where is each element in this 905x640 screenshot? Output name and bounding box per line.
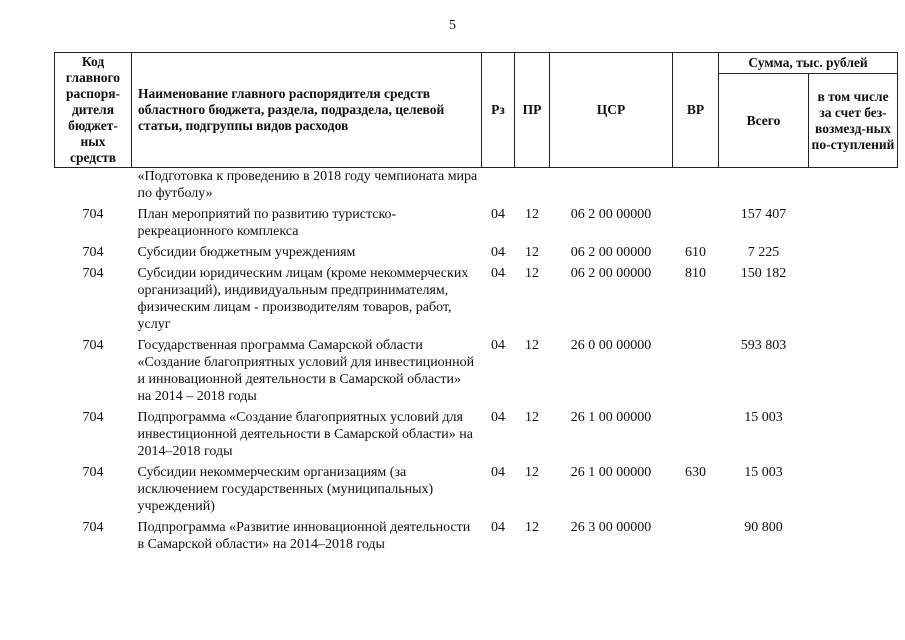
budget-table xyxy=(54,52,898,553)
table-header xyxy=(55,53,898,168)
page-number: 5 xyxy=(449,18,456,33)
cell-code: 704 xyxy=(82,410,104,425)
cell-total: 15 003 xyxy=(744,465,783,480)
cell-rz: 04 xyxy=(491,207,505,222)
cell-pr: 12 xyxy=(525,266,539,281)
header-incl: в том числе за счет без-возмезд-ных по-ступлений xyxy=(809,74,898,168)
cell-total: 7 225 xyxy=(747,245,780,260)
cell-vr xyxy=(673,337,719,409)
cell-rz: 04 xyxy=(491,465,505,480)
cell-incl xyxy=(809,519,898,553)
cell-name: План мероприятий по развитию туристско-рекреационного комплекса xyxy=(137,207,397,239)
header-sum: Сумма, тыс. рублей xyxy=(719,53,898,74)
cell-pr: 12 xyxy=(525,410,539,425)
header-code: Код главного распоря-дителя бюджет-ных средств xyxy=(55,53,132,168)
cell-pr: 12 xyxy=(525,520,539,535)
cell-incl xyxy=(809,206,898,244)
cell-total: 15 003 xyxy=(744,410,783,425)
table-row xyxy=(55,519,898,553)
cell-csr: 26 1 00 00000 xyxy=(570,410,652,425)
cell-pr: 12 xyxy=(525,465,539,480)
cell-total: 157 407 xyxy=(740,207,787,222)
cell-name: Подпрограмма «Развитие инновационной деятельности в Самарской области» на 2014–2018 годы xyxy=(137,520,471,552)
cell-csr: 26 1 00 00000 xyxy=(570,465,652,480)
header-total: Всего xyxy=(719,74,809,168)
cell-rz: 04 xyxy=(491,520,505,535)
header-rz: Рз xyxy=(482,53,515,168)
cell-rz: 04 xyxy=(491,410,505,425)
cell-name: Подпрограмма «Создание благоприятных условий для инвестиционной деятельности в Самарской области» на 2014–2018 годы xyxy=(137,410,473,459)
cell-rz xyxy=(482,168,515,207)
cell-vr xyxy=(673,519,719,553)
cell-csr: 26 3 00 00000 xyxy=(570,520,652,535)
cell-csr: 06 2 00 00000 xyxy=(570,245,652,260)
cell-code: 704 xyxy=(82,245,104,260)
cell-name: Государственная программа Самарской области «Создание благоприятных условий для инвестиционной и инновационной деятельности в Самарской области» на 2014 – 2018 годы xyxy=(137,338,475,404)
header-csr: ЦСР xyxy=(550,53,673,168)
cell-code: 704 xyxy=(82,465,104,480)
cell-code: 704 xyxy=(82,207,104,222)
cell-incl xyxy=(809,244,898,265)
cell-name: Субсидии юридическим лицам (кроме некоммерческих организаций), индивидуальным предпринимателям, физическим лицам - производителям товаров, работ, услуг xyxy=(137,266,469,332)
table-row xyxy=(55,265,898,337)
cell-total: 90 800 xyxy=(744,520,783,535)
header-pr: ПР xyxy=(515,53,550,168)
table-row xyxy=(55,409,898,464)
table-body xyxy=(55,168,898,554)
cell-vr: 810 xyxy=(685,266,706,281)
cell-code: 704 xyxy=(82,520,104,535)
cell-name: Субсидии некоммерческим организациям (за исключением государственных (муниципальных) учреждений) xyxy=(137,465,434,514)
cell-vr: 630 xyxy=(685,465,706,480)
cell-total xyxy=(719,168,809,207)
table-row xyxy=(55,168,898,207)
cell-code xyxy=(55,168,132,207)
cell-name: Субсидии бюджетным учреждениям xyxy=(137,245,356,260)
cell-pr: 12 xyxy=(525,338,539,353)
cell-name: «Подготовка к проведению в 2018 году чемпионата мира по футболу» xyxy=(137,169,478,201)
table-row xyxy=(55,464,898,519)
cell-vr: 610 xyxy=(685,245,706,260)
cell-csr: 26 0 00 00000 xyxy=(570,338,652,353)
cell-rz: 04 xyxy=(491,338,505,353)
cell-total: 150 182 xyxy=(740,266,787,281)
table-row xyxy=(55,337,898,409)
cell-rz: 04 xyxy=(491,266,505,281)
header-vr: ВР xyxy=(673,53,719,168)
cell-code: 704 xyxy=(82,338,104,353)
cell-csr: 06 2 00 00000 xyxy=(570,207,652,222)
header-name: Наименование главного распорядителя средств областного бюджета, раздела, подраздела, целевой статьи, подгруппы видов расходов xyxy=(132,53,482,168)
table-row xyxy=(55,244,898,265)
cell-rz: 04 xyxy=(491,245,505,260)
cell-pr xyxy=(515,168,550,207)
cell-incl xyxy=(809,265,898,337)
cell-pr: 12 xyxy=(525,245,539,260)
cell-incl xyxy=(809,168,898,207)
cell-code: 704 xyxy=(82,266,104,281)
cell-incl xyxy=(809,337,898,409)
cell-csr: 06 2 00 00000 xyxy=(570,266,652,281)
cell-vr xyxy=(673,168,719,207)
cell-pr: 12 xyxy=(525,207,539,222)
table-row xyxy=(55,206,898,244)
cell-incl xyxy=(809,409,898,464)
cell-total: 593 803 xyxy=(740,338,787,353)
cell-vr xyxy=(673,409,719,464)
cell-vr xyxy=(673,206,719,244)
cell-csr xyxy=(550,168,673,207)
cell-incl xyxy=(809,464,898,519)
